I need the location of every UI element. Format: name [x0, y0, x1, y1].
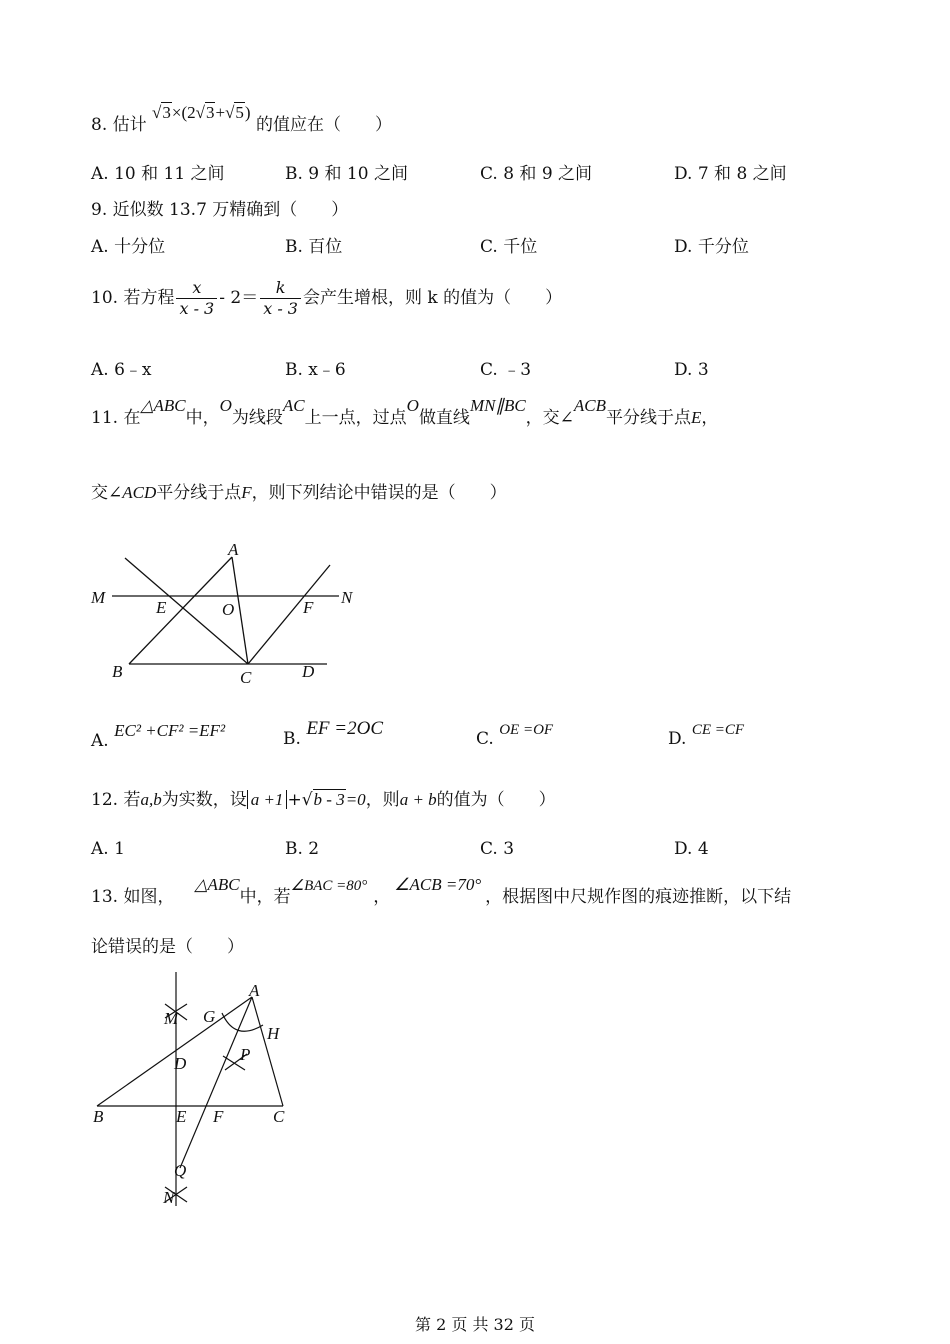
q8-option-d: D. 7 和 8 之间 — [674, 164, 787, 184]
label-a: A — [228, 540, 239, 559]
q8-stem: 8. 估计 √3×(2√3+√5) 的值应在（ ） — [91, 103, 392, 135]
q13-stem-line2: 论错误的是（ ） — [91, 937, 244, 957]
q9-stem: 9. 近似数 13.7 万精确到（ ） — [91, 200, 349, 220]
q11-stem-line2: 交∠ACD平分线于点F，则下列结论中错误的是（ ） — [91, 483, 507, 503]
label-m: M — [164, 1009, 179, 1028]
q12-option-a: A. 1 — [91, 839, 125, 859]
label-e: E — [176, 1107, 187, 1126]
label-a: A — [249, 981, 260, 1000]
label-m: M — [91, 588, 106, 607]
q11-option-a: A. EC² +CF² =EF² — [91, 721, 226, 751]
label-n: N — [341, 588, 353, 607]
q11-option-c: C. OE =OF — [476, 722, 554, 749]
q11-option-b: B. EF =2OC — [283, 718, 383, 749]
q13-stem-line1: 13. 如图，△ABC中，若∠BAC =80°，∠ACB =70°，根据图中尺规作图的痕迹推断，以下结 — [91, 875, 792, 907]
label-p: P — [240, 1045, 251, 1064]
label-d: D — [302, 662, 315, 681]
q12-stem: 12. 若a,b为实数，设 a +1 +√b - 3=0，则a + b的值为（ ） — [91, 790, 556, 810]
q9-option-d: D. 千分位 — [674, 237, 749, 257]
q10-fraction-2: $\frac{k}{x - 3}$ — [260, 278, 301, 319]
q10-stem: 10. 若方程 $\frac{x}{x - 3}$ - 2＝ $\frac{k}{x - 3}$ 会产生增根，则 k 的值为（ ） — [91, 278, 563, 318]
label-b: B — [93, 1107, 104, 1126]
q8-expression: √3×(2√3+√5) — [152, 103, 251, 122]
q10-option-b: B. x﹣6 — [285, 360, 346, 380]
label-d: D — [174, 1054, 187, 1073]
q9-option-a: A. 十分位 — [91, 237, 166, 257]
label-o: O — [222, 600, 235, 619]
label-e: E — [156, 598, 167, 617]
label-h: H — [267, 1024, 280, 1043]
q13-figure — [85, 970, 345, 1210]
label-q: Q — [174, 1161, 187, 1180]
q9-option-b: B. 百位 — [285, 237, 343, 257]
label-f: F — [213, 1107, 224, 1126]
label-c: C — [273, 1107, 285, 1126]
q12-option-c: C. 3 — [480, 839, 515, 859]
q10-fraction-1: $\frac{x}{x - 3}$ — [176, 278, 217, 319]
page-footer: 第 2 页 共 32 页 — [415, 1315, 535, 1334]
q10-option-c: C. ﹣3 — [480, 360, 532, 380]
label-f: F — [303, 598, 314, 617]
label-n: N — [163, 1188, 175, 1207]
segment-ab — [129, 557, 235, 664]
q11-option-d: D. CE =CF — [668, 722, 745, 749]
label-c: C — [240, 668, 252, 687]
segment-ac — [252, 997, 283, 1106]
q12-option-b: B. 2 — [285, 839, 320, 859]
q10-option-d: D. 3 — [674, 360, 709, 380]
label-b: B — [112, 662, 123, 681]
label-g: G — [203, 1007, 216, 1026]
q11-figure — [85, 535, 365, 685]
q8-option-b: B. 9 和 10 之间 — [285, 164, 408, 184]
segment-ac — [232, 557, 248, 664]
q11-stem-line1: 11. 在△ABC中，O为线段AC上一点，过点O做直线MN∥BC，交∠ACB平分线于点E， — [91, 396, 719, 428]
q9-option-c: C. 千位 — [480, 237, 538, 257]
q10-option-a: A. 6﹣x — [91, 360, 152, 380]
q8-option-c: C. 8 和 9 之间 — [480, 164, 593, 184]
q12-option-d: D. 4 — [674, 839, 709, 859]
bisector-cf — [248, 565, 330, 664]
q8-option-a: A. 10 和 11 之间 — [91, 164, 225, 184]
